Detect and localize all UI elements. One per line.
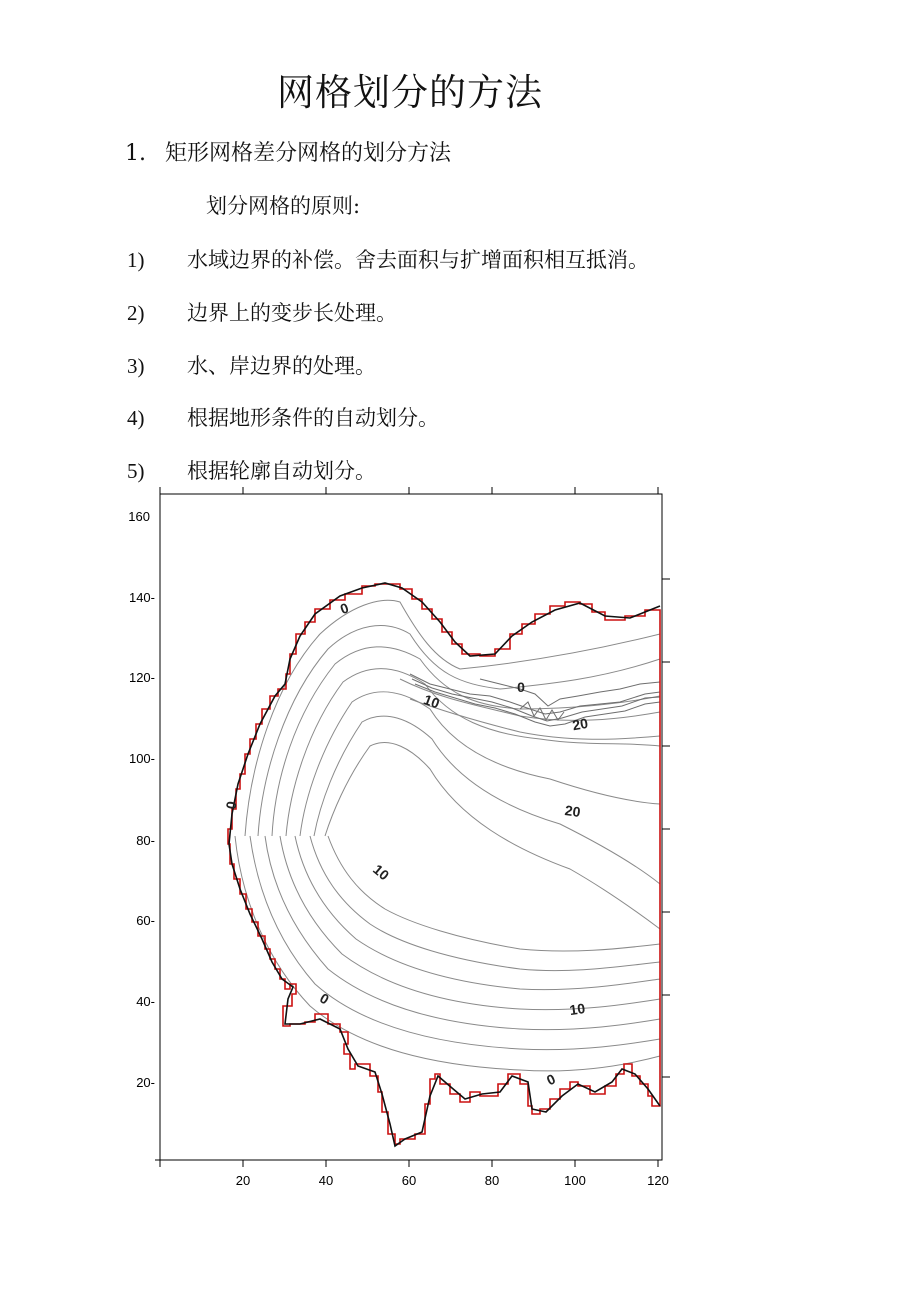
x-tick-label: 40 <box>318 1173 334 1188</box>
list-item-text: 水、岸边界的处理。 <box>187 354 376 378</box>
y-tick-label: 140- <box>128 590 155 605</box>
x-tick-label: 120 <box>647 1173 669 1188</box>
section-text: 矩形网格差分网格的划分方法 <box>165 141 452 166</box>
contour-map <box>100 484 690 1194</box>
list-item-text: 根据轮廓自动划分。 <box>187 459 376 483</box>
contour-map-figure <box>100 484 690 1194</box>
contour-label: 10 <box>421 691 442 712</box>
contour-label: 10 <box>370 861 393 884</box>
list-item-number: 5) <box>127 459 145 483</box>
contour-label: 20 <box>571 714 590 734</box>
contour-label: 0 <box>543 1070 558 1089</box>
list-item <box>127 402 439 432</box>
list-item-number: 4) <box>127 406 145 430</box>
x-tick-label: 20 <box>235 1173 251 1188</box>
list-item-text: 水域边界的补偿。舍去面积与扩增面积相互抵消。 <box>187 248 649 272</box>
contour-label: 0 <box>222 799 240 811</box>
list-item <box>127 455 376 485</box>
list-item <box>127 350 376 380</box>
y-tick-label: 60- <box>136 913 155 928</box>
list-item <box>127 297 397 327</box>
page-title: 网格划分的方法 <box>277 71 543 114</box>
contour-label: 0 <box>337 599 351 618</box>
contour-label: 20 <box>563 802 582 821</box>
y-tick-label: 160 <box>128 509 150 524</box>
principle-heading: 划分网格的原则: <box>206 194 361 218</box>
contour-label: 0 <box>517 679 525 695</box>
section-heading <box>125 136 451 167</box>
x-tick-label: 100 <box>564 1173 586 1188</box>
y-tick-label: 80- <box>136 833 155 848</box>
contour-label: 0 <box>317 989 332 1008</box>
y-tick-label: 20- <box>136 1075 155 1090</box>
section-number: 1. <box>125 141 146 166</box>
y-tick-label: 100- <box>128 751 155 766</box>
x-tick-label: 60 <box>401 1173 417 1188</box>
y-tick-label: 40- <box>136 994 155 1009</box>
list-item-number: 1) <box>127 248 145 272</box>
x-tick-label: 80 <box>484 1173 500 1188</box>
list-item-number: 2) <box>127 301 145 325</box>
y-tick-label: 120- <box>128 670 155 685</box>
list-item-text: 根据地形条件的自动划分。 <box>187 406 439 430</box>
list-item <box>127 244 649 274</box>
contour-label: 10 <box>568 1000 587 1019</box>
list-item-number: 3) <box>127 354 145 378</box>
list-item-text: 边界上的变步长处理。 <box>187 301 397 325</box>
